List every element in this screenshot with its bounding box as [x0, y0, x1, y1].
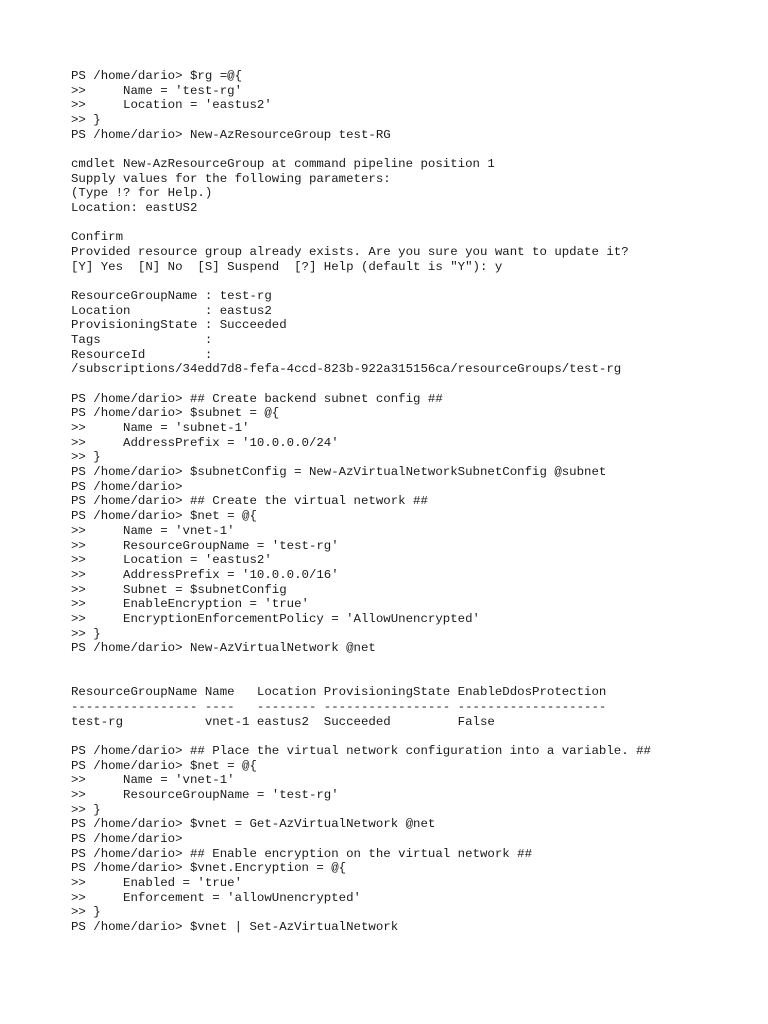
terminal-line: >> EnableEncryption = 'true' — [71, 597, 309, 612]
terminal-line: PS /home/dario> ## Create the virtual network ## — [71, 494, 428, 509]
terminal-line: >> Name = 'vnet-1' — [71, 773, 235, 788]
terminal-line: PS /home/dario> $net = @{ — [71, 509, 257, 524]
terminal-line: >> Location = 'eastus2' — [71, 98, 272, 113]
terminal-line: PS /home/dario> $subnetConfig = New-AzVirtualNetworkSubnetConfig @subnet — [71, 465, 607, 480]
terminal-line: >> EncryptionEnforcementPolicy = 'AllowUnencrypted' — [71, 611, 480, 626]
terminal-line: PS /home/dario> $subnet = @{ — [71, 406, 280, 421]
terminal-line: PS /home/dario> $vnet | Set-AzVirtualNetwork — [71, 919, 399, 934]
terminal-line: >> } — [71, 905, 101, 920]
terminal-output — [71, 69, 751, 935]
terminal-line: >> Name = 'subnet-1' — [71, 421, 250, 436]
terminal-line: PS /home/dario> New-AzVirtualNetwork @net — [71, 641, 376, 656]
terminal-line — [71, 142, 751, 157]
terminal-line: >> Subnet = $subnetConfig — [71, 582, 287, 597]
terminal-line: (Type !? for Help.) — [71, 186, 213, 201]
terminal-line: >> AddressPrefix = '10.0.0.0/24' — [71, 435, 339, 450]
terminal-line: PS /home/dario> $net = @{ — [71, 758, 257, 773]
terminal-line: >> Location = 'eastus2' — [71, 553, 272, 568]
terminal-line: >> Enforcement = 'allowUnencrypted' — [71, 890, 361, 905]
terminal-line — [71, 216, 751, 231]
terminal-line: ResourceGroupName Name Location ProvisioningState EnableDdosProtection — [71, 685, 607, 700]
terminal-line: >> AddressPrefix = '10.0.0.0/16' — [71, 567, 339, 582]
terminal-line: >> Enabled = 'true' — [71, 875, 243, 890]
terminal-line: PS /home/dario> $vnet = Get-AzVirtualNetwork @net — [71, 817, 436, 832]
terminal-line: Provided resource group already exists. Are you sure you want to update it? — [71, 245, 629, 260]
terminal-line — [71, 656, 751, 671]
terminal-line: cmdlet New-AzResourceGroup at command pipeline position 1 — [71, 157, 495, 172]
terminal-line: Location: eastUS2 — [71, 201, 198, 216]
terminal-line: PS /home/dario> ## Create backend subnet config ## — [71, 391, 443, 406]
terminal-line: [Y] Yes [N] No [S] Suspend [?] Help (default is "Y"): y — [71, 259, 503, 274]
terminal-line: ProvisioningState : Succeeded — [71, 318, 287, 333]
terminal-line: >> } — [71, 113, 101, 128]
terminal-line — [71, 377, 751, 392]
terminal-line — [71, 671, 751, 686]
terminal-line: /subscriptions/34edd7d8-fefa-4ccd-823b-922a315156ca/resourceGroups/test-rg — [71, 362, 622, 377]
terminal-line: >> } — [71, 450, 101, 465]
terminal-line: ResourceId : — [71, 347, 213, 362]
terminal-line: PS /home/dario> $rg =@{ — [71, 69, 243, 83]
terminal-line: PS /home/dario> New-AzResourceGroup test-RG — [71, 127, 391, 142]
terminal-line: test-rg vnet-1 eastus2 Succeeded False — [71, 714, 495, 729]
terminal-line: PS /home/dario> — [71, 479, 183, 494]
terminal-line: >> Name = 'test-rg' — [71, 83, 243, 98]
terminal-line: >> } — [71, 802, 101, 817]
terminal-line: >> } — [71, 626, 101, 641]
terminal-line — [71, 729, 751, 744]
terminal-line: >> ResourceGroupName = 'test-rg' — [71, 787, 339, 802]
terminal-line: ResourceGroupName : test-rg — [71, 289, 272, 304]
terminal-line: Confirm — [71, 230, 124, 245]
terminal-line: >> ResourceGroupName = 'test-rg' — [71, 538, 339, 553]
terminal-line: Tags : — [71, 333, 213, 348]
terminal-line: PS /home/dario> ## Place the virtual network configuration into a variable. ## — [71, 743, 651, 758]
terminal-line: Supply values for the following parameters: — [71, 171, 391, 186]
terminal-line: ----------------- ---- -------- ----------------- -------------------- — [71, 699, 607, 714]
terminal-line: PS /home/dario> ## Enable encryption on the virtual network ## — [71, 846, 533, 861]
terminal-line: PS /home/dario> — [71, 831, 183, 846]
terminal-line: >> Name = 'vnet-1' — [71, 523, 235, 538]
terminal-line: Location : eastus2 — [71, 303, 272, 318]
terminal-line: PS /home/dario> $vnet.Encryption = @{ — [71, 861, 347, 876]
terminal-line — [71, 274, 751, 289]
